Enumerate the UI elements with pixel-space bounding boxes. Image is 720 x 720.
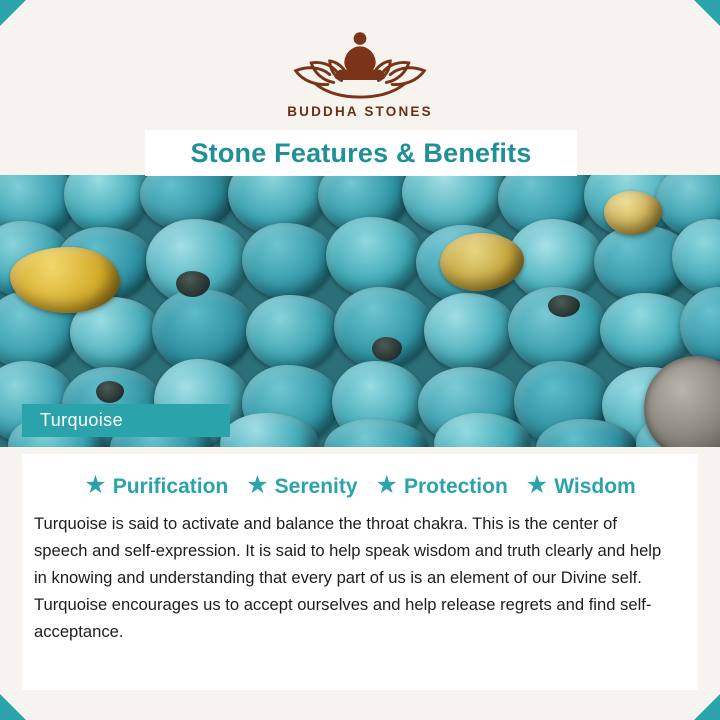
star-icon: ★ bbox=[246, 471, 269, 499]
benefits-list bbox=[22, 454, 698, 499]
corner-accent-bottom-right bbox=[694, 694, 720, 720]
stone-name-tag bbox=[22, 404, 230, 437]
page-title: Stone Features & Benefits bbox=[190, 137, 532, 168]
list-item bbox=[246, 471, 358, 499]
benefit-label: Wisdom bbox=[554, 474, 636, 498]
brand-logo-block bbox=[0, 22, 720, 119]
list-item bbox=[525, 471, 636, 499]
section-title-bar bbox=[145, 130, 577, 176]
list-item bbox=[84, 471, 229, 499]
benefit-label: Serenity bbox=[274, 474, 358, 498]
corner-accent-bottom-left bbox=[0, 694, 26, 720]
star-icon: ★ bbox=[525, 471, 549, 499]
description-text: Turquoise is said to activate and balance the throat chakra. This is the center of speech and self-expression. It is said to help speak wisdom and truth clearly and help in knowing and understanding that every part of us is an element of our Divine self. Turquoise encourages us to accept ourselves and help release regrets and find self-acceptance. bbox=[34, 514, 662, 641]
list-item bbox=[375, 471, 508, 499]
star-icon: ★ bbox=[375, 471, 398, 499]
benefit-label: Purification bbox=[112, 474, 229, 498]
brand-name: BUDDHA STONES bbox=[287, 104, 433, 119]
star-icon: ★ bbox=[84, 471, 107, 499]
lotus-meditation-icon bbox=[285, 22, 435, 100]
stone-name-label: Turquoise bbox=[40, 410, 123, 430]
benefit-label: Protection bbox=[403, 474, 508, 498]
benefits-panel bbox=[22, 454, 698, 690]
